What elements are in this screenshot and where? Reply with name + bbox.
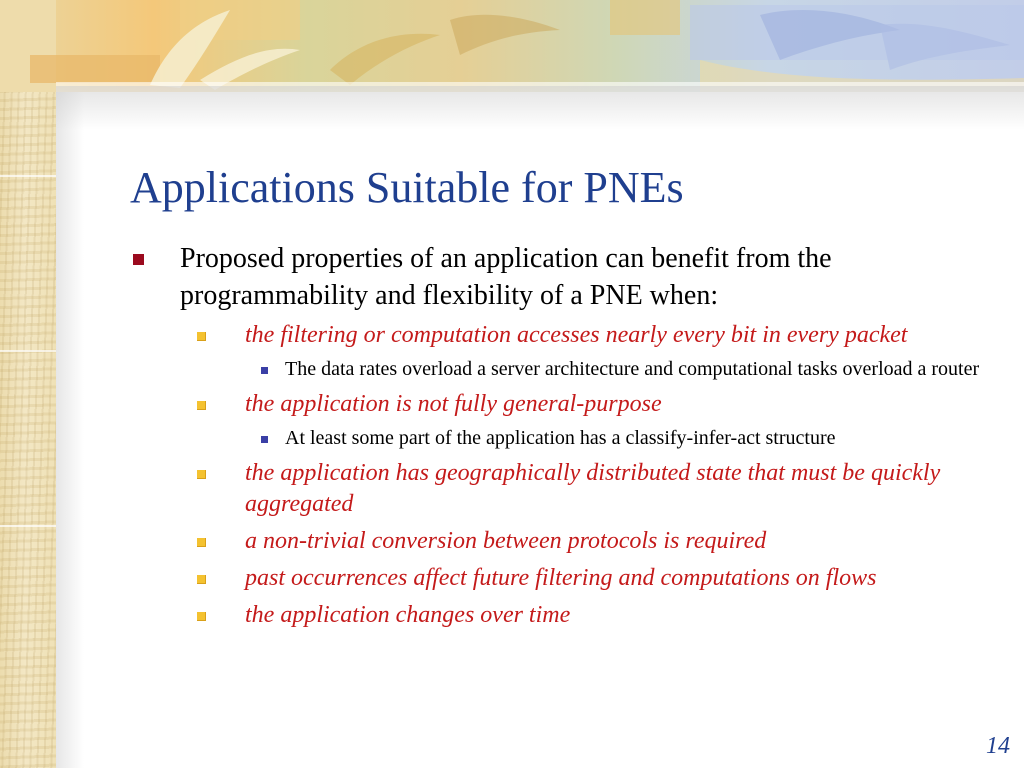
bullet-level2 bbox=[130, 526, 1000, 557]
square-bullet-icon bbox=[261, 367, 268, 374]
decorative-banner bbox=[0, 0, 1024, 92]
slide-body bbox=[130, 240, 1000, 636]
parchment-seam bbox=[0, 525, 56, 527]
square-bullet-icon bbox=[197, 538, 206, 547]
bullet-text: the filtering or computation accesses nearly every bit in every packet bbox=[245, 322, 908, 348]
square-bullet-icon bbox=[133, 254, 144, 265]
slide-title: Applications Suitable for PNEs bbox=[130, 163, 684, 212]
parchment-shadow bbox=[56, 90, 84, 768]
bullet-text: past occurrences affect future filtering and computations on flows bbox=[245, 565, 877, 591]
bullet-text: The data rates overload a server architecture and computational tasks overload a router bbox=[285, 358, 980, 380]
bullet-level3 bbox=[130, 425, 1000, 452]
square-bullet-icon bbox=[197, 575, 206, 584]
bullet-level3 bbox=[130, 356, 1000, 383]
bullet-text: Proposed properties of an application can benefit from the programmability and flexibility of a PNE when: bbox=[180, 243, 832, 311]
bullet-level2 bbox=[130, 458, 1000, 520]
square-bullet-icon bbox=[197, 612, 206, 621]
parchment-strip bbox=[0, 0, 56, 768]
bullet-level2 bbox=[130, 320, 1000, 351]
page-number: 14 bbox=[986, 733, 1010, 759]
square-bullet-icon bbox=[197, 470, 206, 479]
bullet-text: At least some part of the application has a classify-infer-act structure bbox=[285, 427, 836, 449]
bullet-text: the application is not fully general-purpose bbox=[245, 391, 662, 417]
square-bullet-icon bbox=[197, 332, 206, 341]
square-bullet-icon bbox=[197, 401, 206, 410]
bullet-text: the application changes over time bbox=[245, 602, 571, 628]
bullet-level2 bbox=[130, 563, 1000, 594]
square-bullet-icon bbox=[261, 436, 268, 443]
bullet-level1 bbox=[130, 240, 1000, 314]
bullet-text: a non-trivial conversion between protocols is required bbox=[245, 528, 767, 554]
banner-shadow bbox=[56, 86, 1024, 130]
bullet-level2 bbox=[130, 389, 1000, 420]
bullet-level2 bbox=[130, 600, 1000, 631]
parchment-seam bbox=[0, 350, 56, 352]
bullet-text: the application has geographically distributed state that must be quickly aggregated bbox=[245, 460, 941, 517]
banner-artwork bbox=[0, 0, 1024, 92]
parchment-seam bbox=[0, 175, 56, 177]
